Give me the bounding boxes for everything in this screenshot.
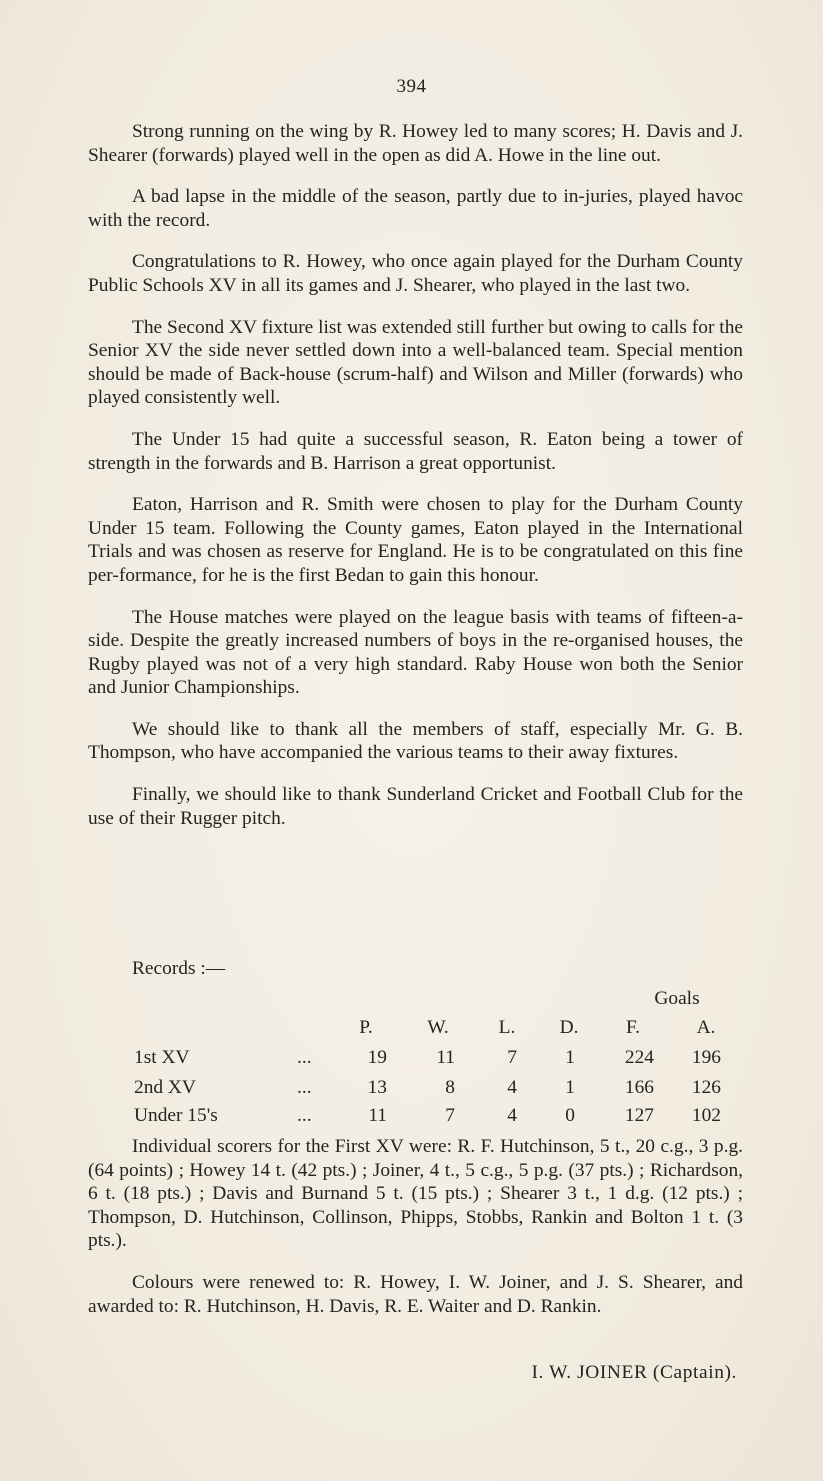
paragraph-congratulations: Congratulations to R. Howey, who once again played for the Durham County Public Schools XV in all its games and J. Shearer, who played in the last two.	[88, 251, 743, 296]
drawn-value: 1	[565, 1077, 575, 1098]
column-header-won: W.	[427, 1017, 449, 1038]
paragraph-county-selection: Eaton, Harrison and R. Smith were chosen to play for the Durham County Under 15 team. Following the County games, Eaton played in the International Trials and was chosen as reserve for England. He is to be congratulated on this fine per-formance, for he is the first Bedan to gain this honour.	[88, 494, 743, 586]
team-name: Under 15's	[134, 1105, 218, 1126]
page-number: 394	[396, 76, 427, 97]
captain-signature: I. W. JOINER (Captain).	[531, 1362, 737, 1383]
column-header-drawn: D.	[559, 1017, 579, 1038]
points-for-value: 166	[624, 1077, 654, 1098]
paragraph-under-15: The Under 15 had quite a successful season, R. Eaton being a tower of strength in the forwards and B. Harrison a great opportunist.	[88, 428, 743, 474]
paragraph-individual-scorers: Individual scorers for the First XV were: R. F. Hutchinson, 5 t., 20 c.g., 3 p.g. (64 points) ; Howey 14 t. (42 pts.) ; Joiner, 4 t., 5 c.g., 5 p.g. (37 pts.) ; Richardson, 6 t. (18 pts.) ; Davis and Burnand 5 t. (15 pts.) ; Shearer 3 t., 1 d.g. (12 pts.) ; Thompson, D. Hutchinson, Collinson, Phipps, Stobbs, Rankin and Bolton 1 t. (3 pts.).	[88, 1136, 743, 1252]
column-header-lost: L.	[498, 1017, 516, 1038]
points-for-value: 127	[624, 1105, 654, 1126]
points-against-value: 102	[691, 1105, 721, 1126]
leader-dots: ...	[297, 1047, 312, 1068]
report-body-lower	[88, 1135, 743, 1336]
won-value: 8	[445, 1077, 455, 1098]
played-value: 19	[367, 1047, 387, 1068]
paragraph-bad-lapse: A bad lapse in the middle of the season, partly due to in-juries, played havoc with the record.	[88, 186, 743, 231]
paragraph-wing-running: Strong running on the wing by R. Howey led to many scores; H. Davis and J. Shearer (forwards) played well in the open as did A. Howe in the line out.	[88, 121, 743, 166]
column-header-against: A.	[696, 1017, 716, 1038]
drawn-value: 1	[565, 1047, 575, 1068]
goals-header: Goals	[654, 988, 700, 1009]
points-against-value: 126	[691, 1077, 721, 1098]
team-name: 2nd XV	[134, 1077, 196, 1098]
played-value: 11	[368, 1105, 387, 1126]
played-value: 13	[367, 1077, 387, 1098]
won-value: 11	[436, 1047, 455, 1068]
drawn-value: 0	[565, 1105, 575, 1126]
leader-dots: ...	[297, 1105, 312, 1126]
points-for-value: 224	[624, 1047, 654, 1068]
lost-value: 4	[507, 1105, 517, 1126]
lost-value: 7	[507, 1047, 517, 1068]
lost-value: 4	[507, 1077, 517, 1098]
points-against-value: 196	[691, 1047, 721, 1068]
leader-dots: ...	[297, 1077, 312, 1098]
records-label: Records :—	[132, 958, 226, 979]
paragraph-colours: Colours were renewed to: R. Howey, I. W. Joiner, and J. S. Shearer, and awarded to: R. Hutchinson, H. Davis, R. E. Waiter and D. Rankin.	[88, 1271, 743, 1317]
report-body	[88, 120, 743, 848]
paragraph-house-matches: The House matches were played on the league basis with teams of fifteen-a-side. Despite the greatly increased numbers of boys in the re-organised houses, the Rugby played was not of a very high standard. Raby House won both the Senior and Junior Championships.	[88, 606, 743, 699]
won-value: 7	[445, 1105, 455, 1126]
column-header-for: F.	[625, 1017, 641, 1038]
team-name: 1st XV	[134, 1047, 190, 1068]
paragraph-thanks-staff: We should like to thank all the members of staff, especially Mr. G. B. Thompson, who have accompanied the various teams to their away fixtures.	[88, 718, 743, 764]
column-header-played: P.	[359, 1017, 373, 1038]
paragraph-second-xv: The Second XV fixture list was extended still further but owing to calls for the Senior XV the side never settled down into a well-balanced team. Special mention should be made of Back-house (scrum-half) and Wilson and Miller (forwards) who played consistently well.	[88, 316, 743, 409]
paragraph-thanks-club: Finally, we should like to thank Sunderland Cricket and Football Club for the use of their Rugger pitch.	[88, 784, 743, 829]
